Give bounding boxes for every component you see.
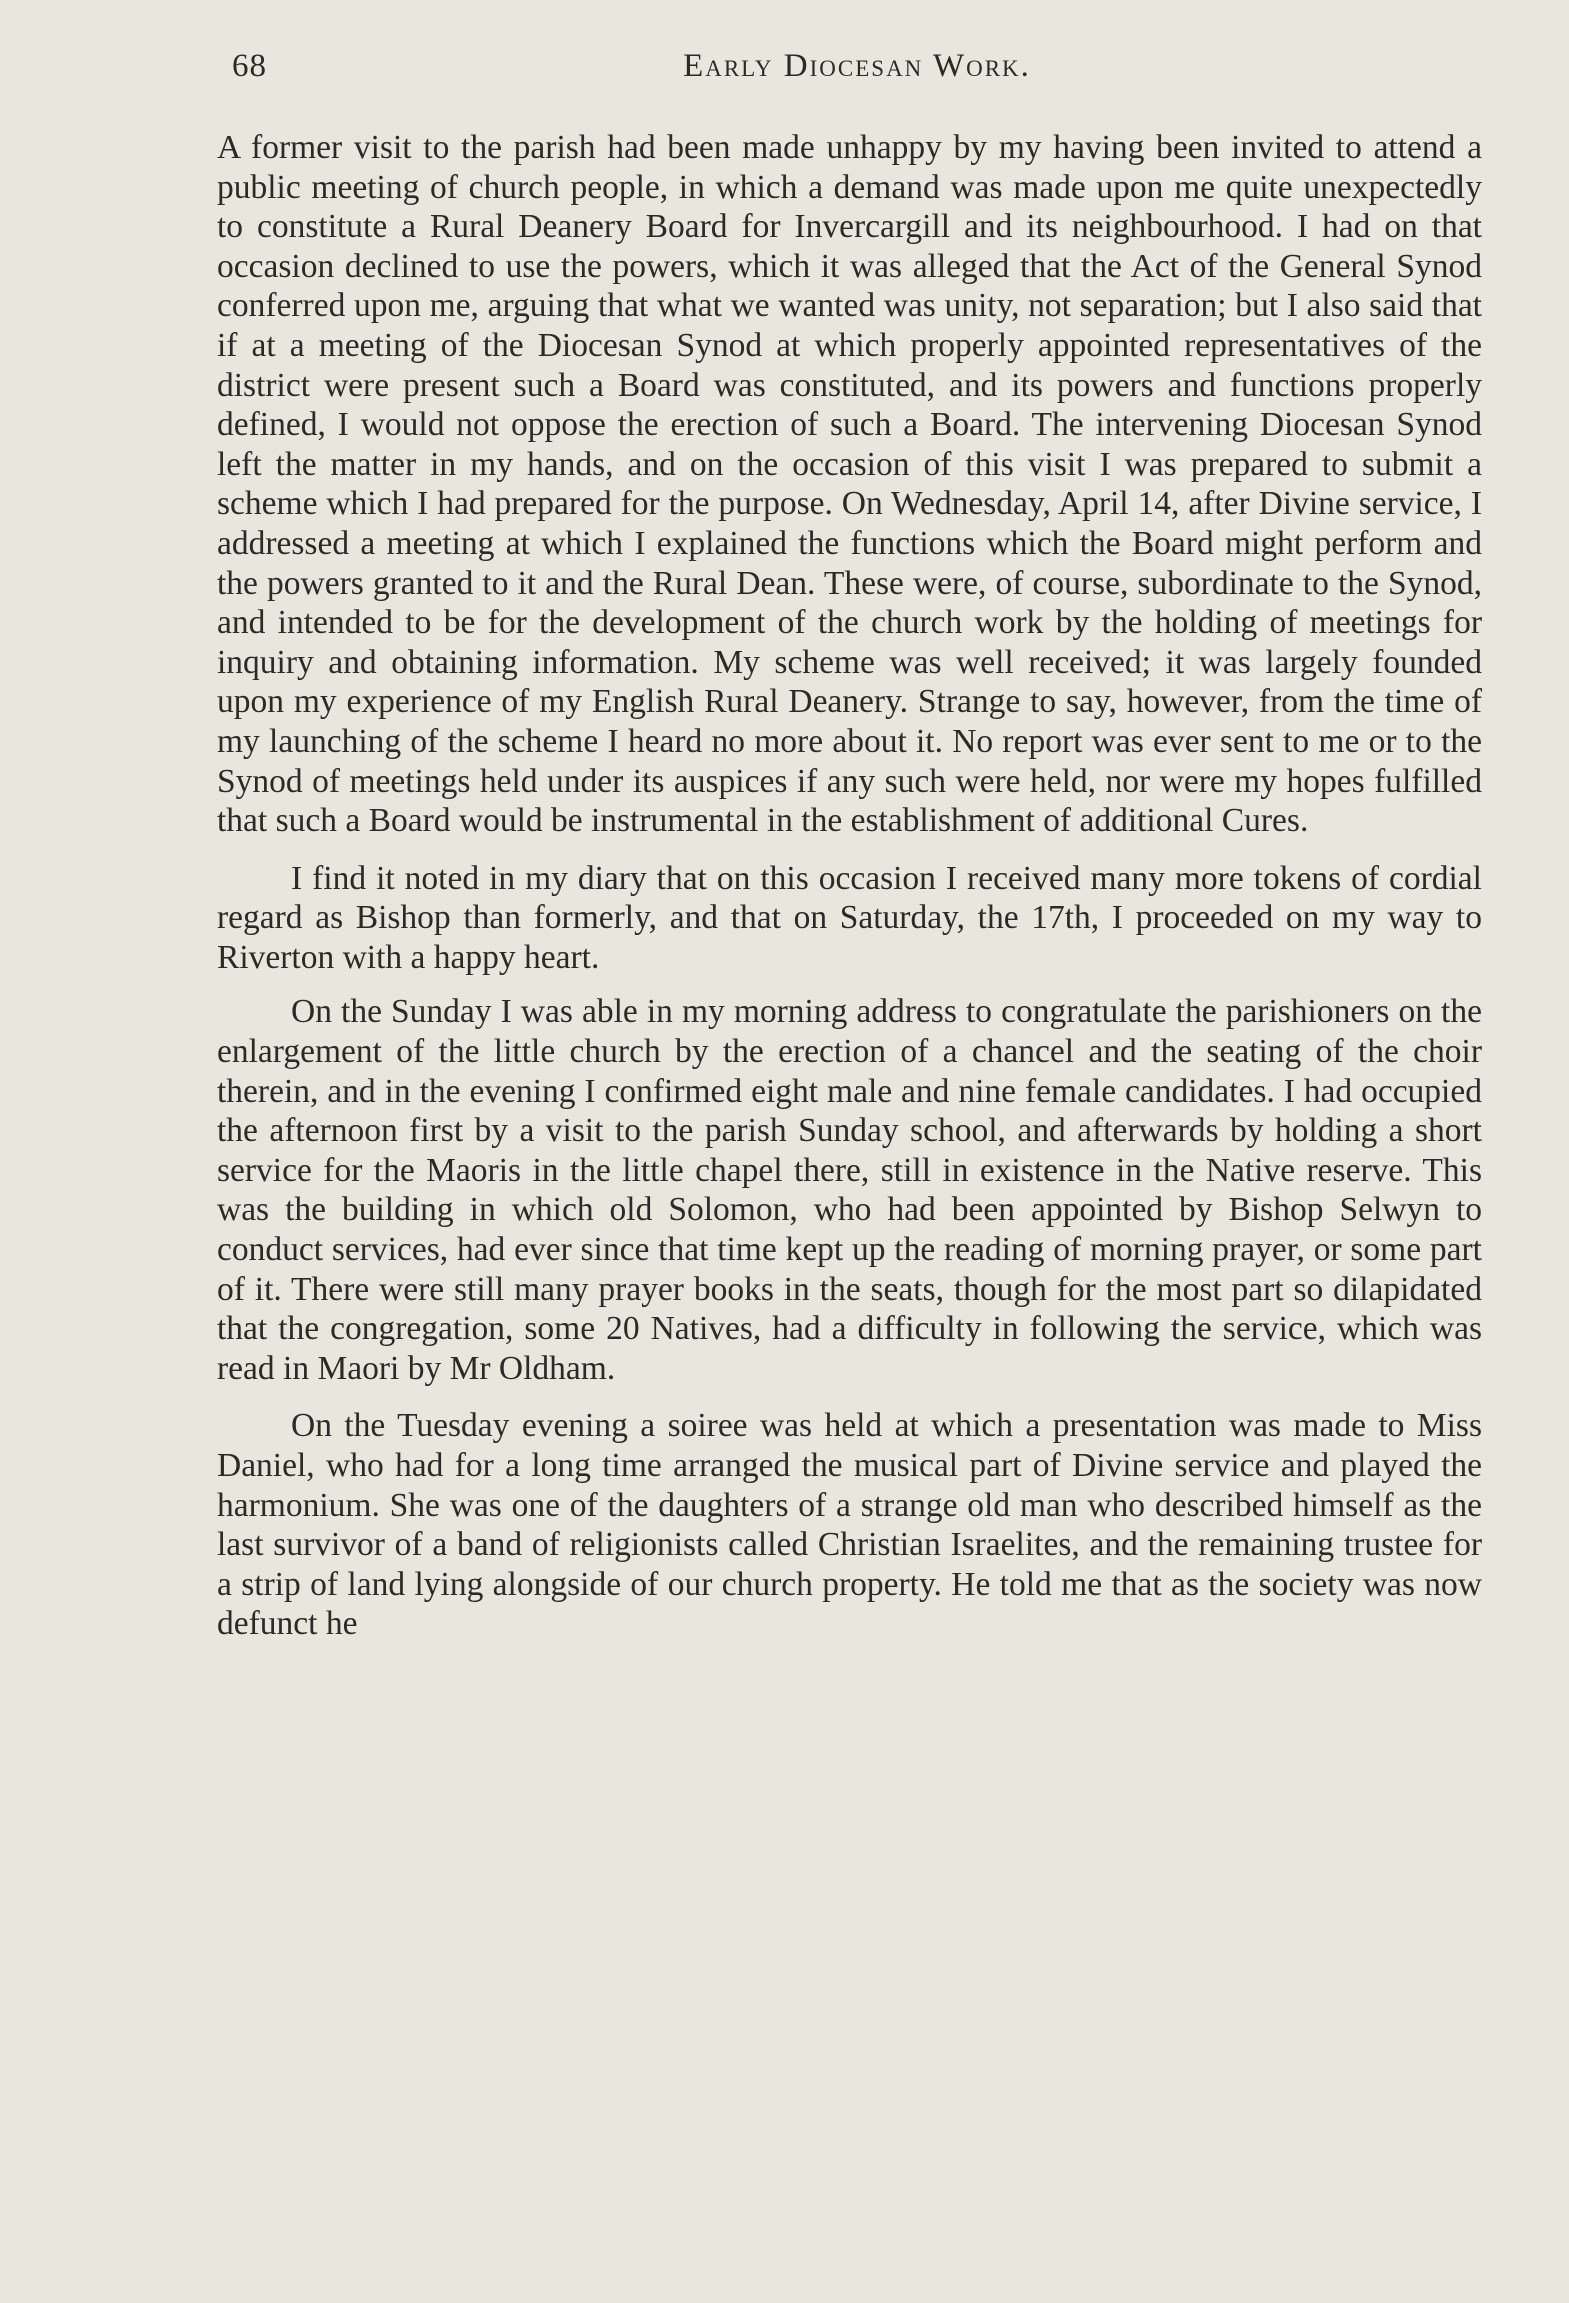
running-head [232,48,1482,98]
running-title: Early Diocesan Work. [683,48,1031,84]
paragraph-1: A former visit to the parish had been made unhappy by my having been invited to attend a public meeting of church people, in which a demand was made upon me quite unexpectedly to constitute a Rural Deanery Board for Invercargill and its neighbourhood. I had on that occasion declined to use the powers, which it was alleged that the Act of the General Synod conferred upon me, arguing that what we wanted was unity, not separation; but I also said that if at a meeting of the Diocesan Synod at which properly appointed representatives of the district were present such a Board was constituted, and its powers and functions properly defined, I would not oppose the erection of such a Board. The intervening Diocesan Synod left the matter in my hands, and on the occasion of this visit I was prepared to submit a scheme which I had prepared for the purpose. On Wednesday, April 14, after Divine service, I addressed a meeting at which I explained the functions which the Board might perform and the powers granted to it and the Rural Dean. These were, of course, subordinate to the Synod, and intended to be for the development of the church work by the holding of meetings for inquiry and obtaining information. My scheme was well received; it was largely founded upon my experience of my English Rural Deanery. Strange to say, however, from the time of my launching of the scheme I heard no more about it. No report was ever sent to me or to the Synod of meetings held under its auspices if any such were held, nor were my hopes fulfilled that such a Board would be instrumental in the establishment of additional Cures. [217,129,1482,840]
page-number: 68 [232,48,267,84]
paragraph-2: I find it noted in my diary that on this occasion I received many more tokens of cordial regard as Bishop than formerly, and that on Saturday, the 17th, I proceeded on my way to Riverton with a happy heart. [217,859,1482,976]
paragraph-4: On the Tuesday evening a soiree was held at which a presentation was made to Miss Daniel, who had for a long time arranged the musical part of Divine service and played the harmonium. She was one of the daughters of a strange old man who described himself as the last survivor of a band of religionists called Christian Israelites, and the remaining trustee for a strip of land lying alongside of our church property. He told me that as the society was now defunct he [217,1407,1482,1643]
paragraph-3: On the Sunday I was able in my morning address to congratulate the parishioners on the enlargement of the little church by the erection of a chancel and the seating of the choir therein, and in the evening I confirmed eight male and nine female candidates. I had occupied the afternoon first by a visit to the parish Sunday school, and afterwards by holding a short service for the Maoris in the little chapel there, still in existence in the Native reserve. This was the building in which old Solomon, who had been appointed by Bishop Selwyn to conduct services, had ever since that time kept up the reading of morning prayer, or some part of it. There were still many prayer books in the seats, though for the most part so dilapidated that the congregation, some 20 Natives, had a difficulty in following the service, which was read in Maori by Mr Oldham. [217,993,1482,1387]
body-text [217,128,1482,1644]
